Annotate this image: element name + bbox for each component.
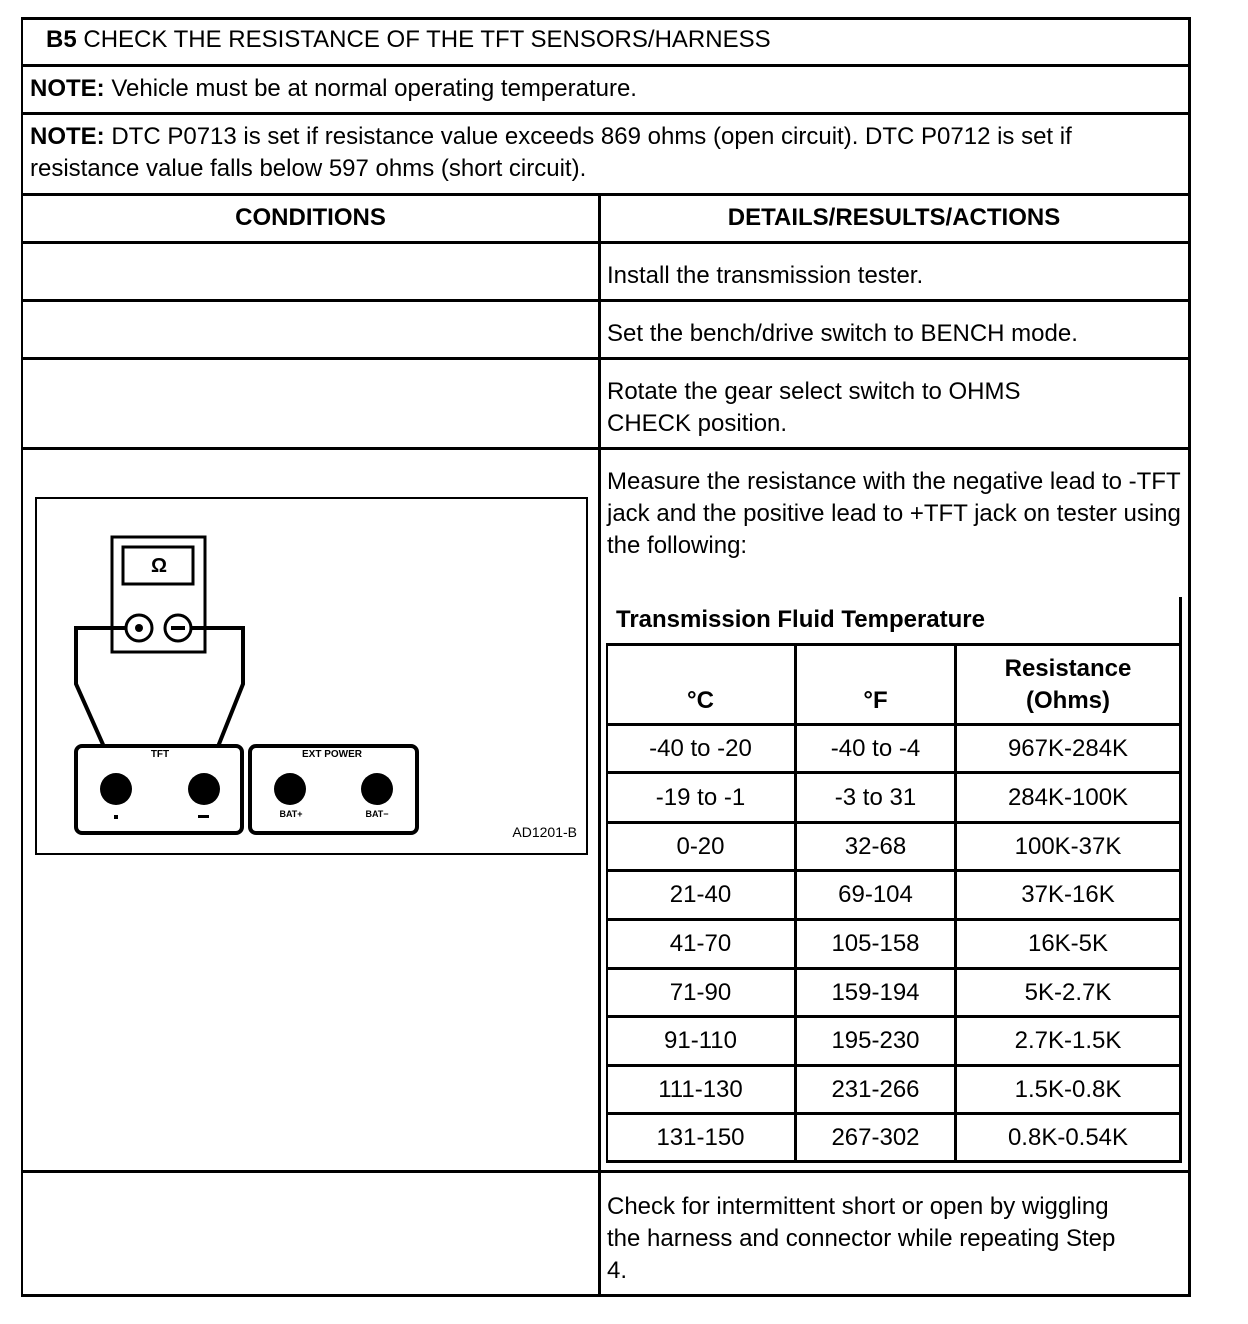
tft-header-resistance-line2: (Ohms) — [1026, 687, 1110, 714]
tft-cell-resistance: 100K-37K — [1014, 833, 1122, 860]
tft-cell-celsius: 21-40 — [669, 881, 732, 908]
tft-cell-resistance: 5K-2.7K — [1024, 979, 1112, 1006]
tft-cell-celsius: 91-110 — [664, 1027, 737, 1054]
tft-row-divider — [606, 918, 1181, 921]
action-bench-mode: Set the bench/drive switch to BENCH mode. — [607, 320, 1078, 347]
tft-table-header-top — [606, 643, 1181, 646]
note-text: DTC P0713 is set if resistance value exceeds 869 ohms (open circuit). DTC P0712 is set if resistance value falls below 597 ohms (short circuit). — [30, 123, 1072, 182]
tft-cell-fahrenheit: 231-266 — [831, 1076, 920, 1103]
tft-cell-celsius: 0-20 — [676, 833, 725, 860]
row-divider — [22, 64, 1190, 67]
note-operating-temperature — [30, 73, 637, 105]
tft-row-divider — [606, 967, 1181, 970]
note-label: NOTE: — [30, 75, 105, 102]
figure-id: AD1201-B — [512, 824, 577, 840]
tft-row-divider — [606, 821, 1181, 824]
tft-cell-fahrenheit: 195-230 — [831, 1027, 920, 1054]
row-divider — [22, 112, 1190, 115]
column-divider — [598, 195, 601, 1295]
tft-cell-fahrenheit: -40 to -4 — [830, 735, 921, 762]
column-header-details: DETAILS/RESULTS/ACTIONS — [727, 204, 1061, 231]
action-wiggle-test: Check for intermittent short or open by wiggling the harness and connector while repeating Step 4. — [607, 1193, 1116, 1284]
tft-cell-resistance: 2.7K-1.5K — [1014, 1027, 1122, 1054]
table-border-right — [1188, 17, 1191, 1297]
tft-row-divider — [606, 1112, 1181, 1115]
tft-row-divider — [606, 771, 1181, 774]
tft-cell-fahrenheit: 267-302 — [831, 1124, 920, 1151]
tft-header-resistance-line1: Resistance — [1004, 655, 1132, 682]
step-title — [46, 24, 771, 56]
row-divider — [22, 1170, 1190, 1173]
multimeter-wiring-illustration — [37, 499, 586, 853]
action-ohms-check: Rotate the gear select switch to OHMS CHECK position. — [607, 378, 1021, 437]
tft-row-divider — [606, 869, 1181, 872]
bat-minus-label: BAT− — [365, 809, 389, 819]
row-divider — [22, 193, 1190, 196]
tft-row-divider — [606, 1015, 1181, 1018]
tft-cell-celsius: 71-90 — [669, 979, 732, 1006]
step-number: B5 — [46, 26, 77, 53]
tft-cell-resistance: 1.5K-0.8K — [1014, 1076, 1122, 1103]
tft-cell-resistance: 967K-284K — [1007, 735, 1129, 762]
note-dtc-thresholds — [30, 121, 1180, 185]
row-divider — [22, 357, 1190, 360]
tft-table-border-right — [1179, 597, 1182, 1163]
tft-row-divider — [606, 1064, 1181, 1067]
tft-cell-celsius: 41-70 — [669, 930, 732, 957]
tft-table-header-bottom — [606, 723, 1181, 726]
tft-label: TFT — [150, 749, 170, 760]
tft-cell-celsius: 111-130 — [658, 1076, 743, 1103]
ext-power-label: EXT POWER — [301, 749, 362, 760]
tft-cell-celsius: -40 to -20 — [649, 735, 752, 762]
table-border-top — [22, 17, 1190, 20]
tft-cell-fahrenheit: 32-68 — [844, 833, 907, 860]
tft-cell-resistance: 16K-5K — [1027, 930, 1109, 957]
step-title-text: CHECK THE RESISTANCE OF THE TFT SENSORS/HARNESS — [83, 26, 771, 53]
tester-diagram — [35, 497, 588, 855]
column-header-conditions: CONDITIONS — [235, 204, 386, 231]
note-text: Vehicle must be at normal operating temperature. — [111, 75, 637, 102]
tft-table-title: Transmission Fluid Temperature — [616, 606, 985, 633]
action-install-tester: Install the transmission tester. — [607, 262, 924, 289]
note-label: NOTE: — [30, 123, 105, 150]
tft-cell-resistance: 37K-16K — [1021, 881, 1115, 908]
tft-cell-fahrenheit: 159-194 — [831, 979, 920, 1006]
tft-header-celsius: °C — [687, 687, 714, 714]
tft-table-border-bottom — [606, 1160, 1181, 1163]
tft-cell-resistance: 0.8K-0.54K — [1007, 1124, 1129, 1151]
action-measure-resistance: Measure the resistance with the negative lead to -TFT jack and the positive lead to +TFT jack on tester using the following: — [607, 468, 1181, 559]
tft-cell-fahrenheit: 105-158 — [831, 930, 920, 957]
row-divider — [22, 241, 1190, 244]
row-divider — [22, 299, 1190, 302]
tft-cell-fahrenheit: -3 to 31 — [834, 784, 917, 811]
row-divider — [22, 447, 1190, 450]
tft-cell-resistance: 284K-100K — [1007, 784, 1129, 811]
tft-cell-celsius: -19 to -1 — [655, 784, 746, 811]
ohm-symbol-icon: Ω — [150, 555, 168, 577]
bat-plus-label: BAT+ — [279, 809, 303, 819]
table-border-bottom — [21, 1294, 1191, 1297]
tft-cell-fahrenheit: 69-104 — [838, 881, 913, 908]
tft-cell-celsius: 131-150 — [656, 1124, 745, 1151]
tft-header-fahrenheit: °F — [863, 687, 888, 714]
